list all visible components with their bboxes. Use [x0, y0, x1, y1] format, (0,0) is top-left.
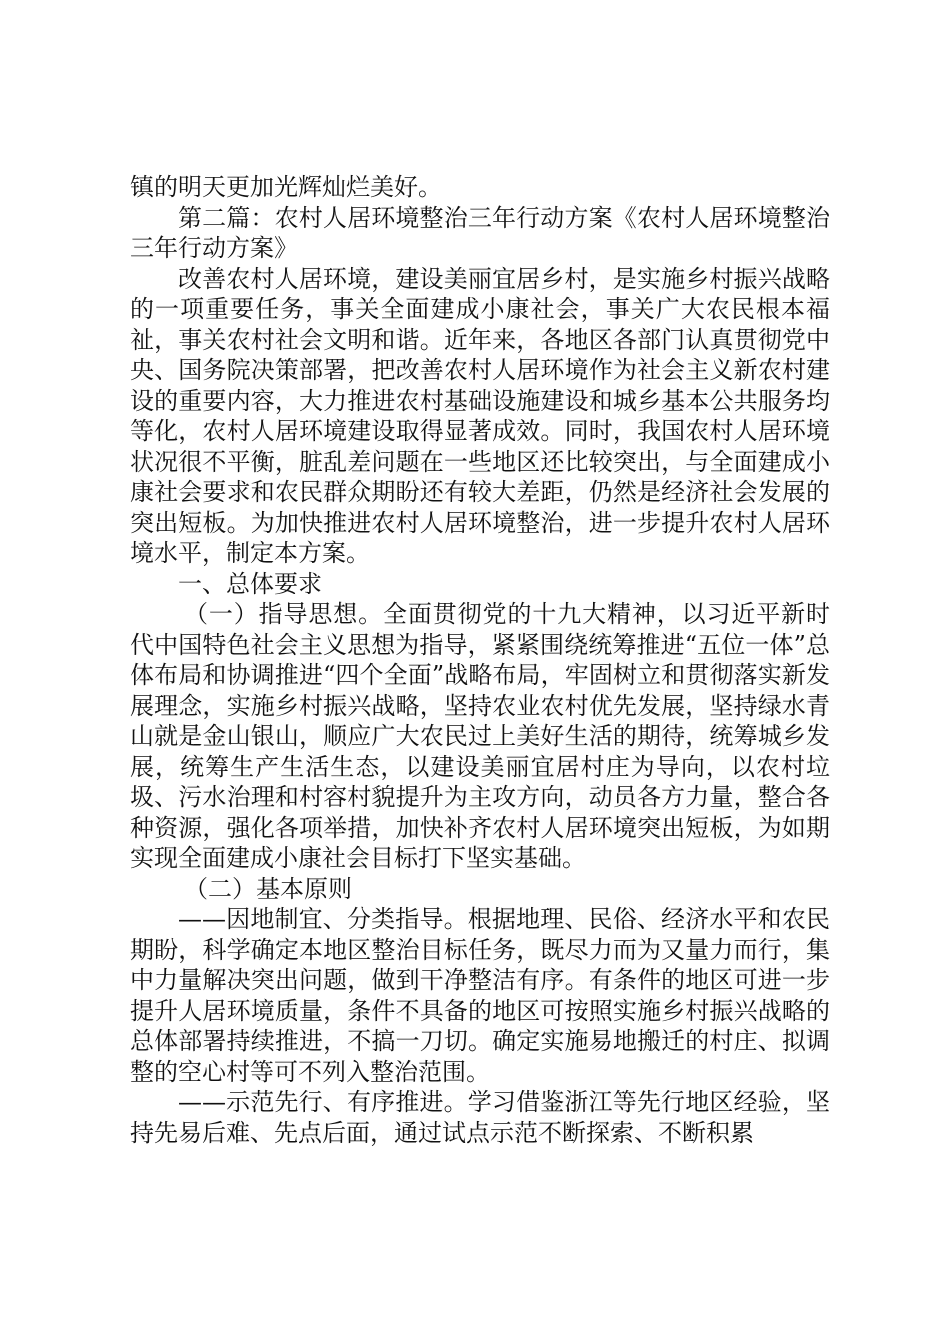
- heading-basic-principles: （二）基本原则: [184, 874, 352, 903]
- paragraph-principle-demonstration: ——示范先行、有序推进。学习借鉴浙江等先行地区经验，坚持先易后难、先点后面，通过试点示范不断探索、不断积累: [130, 1088, 830, 1147]
- paragraph-guiding-ideology: （一）指导思想。全面贯彻党的十九大精神，以习近平新时代中国特色社会主义思想为指导，紧紧围绕统筹推进“五位一体”总体布局和协调推进“四个全面”战略布局，牢固树立和贯彻落实新发展理念，实施乡村振兴战略，坚持农业农村优先发展，坚持绿水青山就是金山银山，顺应广大农民过上美好生活的期待，统筹城乡发展，统筹生产生活生态，以建设美丽宜居村庄为导向，以农村垃圾、污水治理和村容村貌提升为主攻方向，动员各方力量，整合各种资源，强化各项举措，加快补齐农村人居环境突出短板，为如期实现全面建成小康社会目标打下坚实基础。: [130, 600, 830, 872]
- document-page: [130, 172, 830, 1148]
- heading-general-requirements: 一、总体要求: [178, 569, 322, 598]
- paragraph-intro: 改善农村人居环境，建设美丽宜居乡村，是实施乡村振兴战略的一项重要任务，事关全面建成小康社会，事关广大农民根本福祉，事关农村社会文明和谐。近年来，各地区各部门认真贯彻党中央、国务院决策部署，把改善农村人居环境作为社会主义新农村建设的重要内容，大力推进农村基础设施建设和城乡基本公共服务均等化，农村人居环境建设取得显著成效。同时，我国农村人居环境状况很不平衡，脏乱差问题在一些地区还比较突出，与全面建成小康社会要求和农民群众期盼还有较大差距，仍然是经济社会发展的突出短板。为加快推进农村人居环境整治，进一步提升农村人居环境水平，制定本方案。: [130, 264, 830, 567]
- section-title-part-two: 第二篇：农村人居环境整治三年行动方案《农村人居环境整治三年行动方案》: [130, 203, 830, 262]
- paragraph-continuation: 镇的明天更加光辉灿烂美好。: [130, 173, 442, 201]
- paragraph-principle-local-conditions: ——因地制宜、分类指导。根据地理、民俗、经济水平和农民期盼，科学确定本地区整治目标任务，既尽力而为又量力而行，集中力量解决突出问题，做到干净整洁有序。有条件的地区可进一步提升人居环境质量，条件不具备的地区可按照实施乡村振兴战略的总体部署持续推进，不搞一刀切。确定实施易地搬迁的村庄、拟调整的空心村等可不列入整治范围。: [130, 905, 830, 1086]
